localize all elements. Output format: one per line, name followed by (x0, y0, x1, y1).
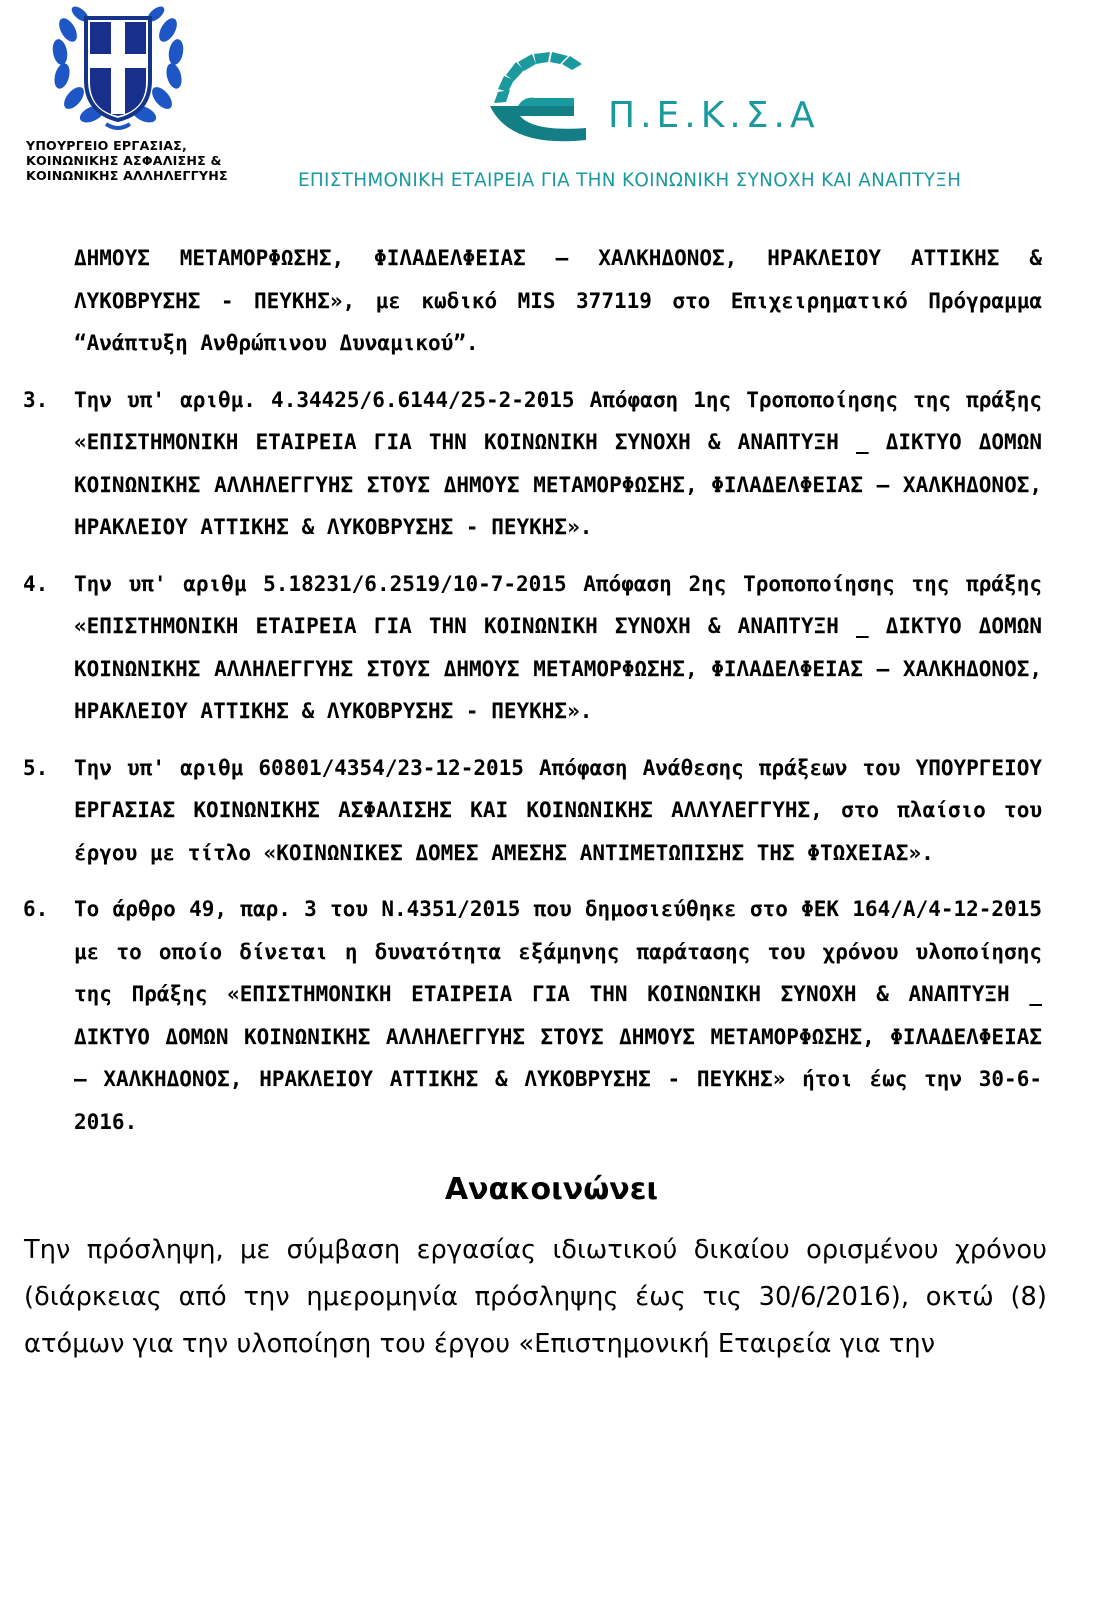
ministry-line: ΚΟΙΝΩΝΙΚΗΣ ΑΛΛΗΛΕΓΓΥΗΣ (26, 168, 228, 183)
org-name: Π.Ε.Κ.Σ.Α (608, 95, 820, 136)
item-number: 3. (23, 387, 49, 412)
page-header (0, 0, 1103, 210)
greek-state-emblem-icon (48, 0, 188, 135)
item-number: 4. (23, 571, 49, 596)
list-item (23, 888, 1042, 1143)
list-item (23, 379, 1042, 549)
org-subtitle: ΕΠΙΣΤΗΜΟΝΙΚΗ ΕΤΑΙΡΕΙΑ ΓΙΑ ΤΗΝ ΚΟΙΝΩΝΙΚΗ ΣΥΝΟΧΗ ΚΑΙ ΑΝΑΠΤΥΞΗ (298, 170, 962, 191)
item-text: Την υπ' αριθμ. 4.34425/6.6144/25-2-2015 Απόφαση 1ης Τροποποίησης της πράξης «ΕΠΙΣΤΗΜΟΝΙΚΗ ΕΤΑΙΡΕΙΑ ΓΙΑ ΤΗΝ ΚΟΙΝΩΝΙΚΗ ΣΥΝΟΧΗ & ΑΝΑΠΤΥΞΗ _ ΔΙΚΤΥΟ ΔΟΜΩΝ ΚΟΙΝΩΝΙΚΗΣ ΑΛΛΗΛΕΓΓΥΗΣ ΣΤΟΥΣ ΔΗΜΟΥΣ ΜΕΤΑΜΟΡΦΩΣΗΣ, ΦΙΛΑΔΕΛΦΕΙΑΣ – ΧΑΛΚΗΔΟΝΟΣ, ΗΡΑΚΛΕΙΟΥ ΑΤΤΙΚΗΣ & ΛΥΚΟΒΡΥΣΗΣ - ΠΕΥΚΗΣ». (74, 387, 1042, 539)
item-text: Το άρθρο 49, παρ. 3 του Ν.4351/2015 που δημοσιεύθηκε στο ΦΕΚ 164/Α/4-12-2015 με το οποίο δίνεται η δυνατότητα εξάμηνης παράτασης του χρόνου υλοποίησης της Πράξης «ΕΠΙΣΤΗΜΟΝΙΚΗ ΕΤΑΙΡΕΙΑ ΓΙΑ ΤΗΝ ΚΟΙΝΩΝΙΚΗ ΣΥΝΟΧΗ & ΑΝΑΠΤΥΞΗ _ ΔΙΚΤΥΟ ΔΟΜΩΝ ΚΟΙΝΩΝΙΚΗΣ ΑΛΛΗΛΕΓΓΥΗΣ ΣΤΟΥΣ ΔΗΜΟΥΣ ΜΕΤΑΜΟΡΦΩΣΗΣ, ΦΙΛΑΔΕΛΦΕΙΑΣ – ΧΑΛΚΗΔΟΝΟΣ, ΗΡΑΚΛΕΙΟΥ ΑΤΤΙΚΗΣ & ΛΥΚΟΒΡΥΣΗΣ - ΠΕΥΚΗΣ» ήτοι έως την 30-6-2016. (74, 897, 1042, 1134)
announcement-paragraph: Την πρόσληψη, με σύμβαση εργασίας ιδιωτικού δικαίου ορισμένου χρόνου (διάρκειας από την ημερομηνία πρόσληψης έως τις 30/6/2016), οκτώ (8) ατόμων για την υλοποίηση του έργου «Επιστημονική Εταιρεία για την (24, 1235, 1047, 1359)
list-item (23, 563, 1042, 733)
ministry-block (20, 0, 228, 200)
continuation-paragraph: ΔΗΜΟΥΣ ΜΕΤΑΜΟΡΦΩΣΗΣ, ΦΙΛΑΔΕΛΦΕΙΑΣ – ΧΑΛΚΗΔΟΝΟΣ, ΗΡΑΚΛΕΙΟΥ ΑΤΤΙΚΗΣ & ΛΥΚΟΒΡΥΣΗΣ - ΠΕΥΚΗΣ», με κωδικό MIS 377119 στο Επιχειρηματικό Πρόγραμμα “Ανάπτυξη Ανθρώπινου Δυναμικού”. (74, 246, 1042, 355)
ministry-name (26, 138, 226, 183)
document-body (0, 237, 1103, 1368)
ministry-line: ΥΠΟΥΡΓΕΙΟ ΕΡΓΑΣΙΑΣ, (26, 138, 187, 153)
item-number: 5. (23, 755, 49, 780)
item-number: 6. (23, 897, 49, 921)
list-item (23, 747, 1042, 875)
section-heading: Ανακοινώνει (444, 1172, 659, 1207)
item-text: Την υπ' αριθμ 60801/4354/23-12-2015 Απόφαση Ανάθεσης πράξεων του ΥΠΟΥΡΓΕΙΟΥ ΕΡΓΑΣΙΑΣ ΚΟΙΝΩΝΙΚΗΣ ΑΣΦΑΛΙΣΗΣ ΚΑΙ ΚΟΙΝΩΝΙΚΗΣ ΑΛΛΥΛΕΓΓΥΗΣ, στο πλαίσιο του έργου με τίτλο «ΚΟΙΝΩΝΙΚΕΣ ΔΟΜΕΣ ΑΜΕΣΗΣ ΑΝΤΙΜΕΤΩΠΙΣΗΣ ΤΗΣ ΦΤΩΧΕΙΑΣ». (74, 755, 1042, 865)
item-text: Την υπ' αριθμ 5.18231/6.2519/10-7-2015 Απόφαση 2ης Τροποποίησης της πράξης «ΕΠΙΣΤΗΜΟΝΙΚΗ ΕΤΑΙΡΕΙΑ ΓΙΑ ΤΗΝ ΚΟΙΝΩΝΙΚΗ ΣΥΝΟΧΗ & ΑΝΑΠΤΥΞΗ _ ΔΙΚΤΥΟ ΔΟΜΩΝ ΚΟΙΝΩΝΙΚΗΣ ΑΛΛΗΛΕΓΓΥΗΣ ΣΤΟΥΣ ΔΗΜΟΥΣ ΜΕΤΑΜΟΡΦΩΣΗΣ, ΦΙΛΑΔΕΛΦΕΙΑΣ – ΧΑΛΚΗΔΟΝΟΣ, ΗΡΑΚΛΕΙΟΥ ΑΤΤΙΚΗΣ & ΛΥΚΟΒΡΥΣΗΣ - ΠΕΥΚΗΣ». (74, 571, 1042, 723)
pekesa-sun-logo-icon (490, 48, 590, 146)
ministry-line: ΚΟΙΝΩΝΙΚΗΣ ΑΣΦΑΛΙΣΗΣ & (26, 153, 222, 168)
